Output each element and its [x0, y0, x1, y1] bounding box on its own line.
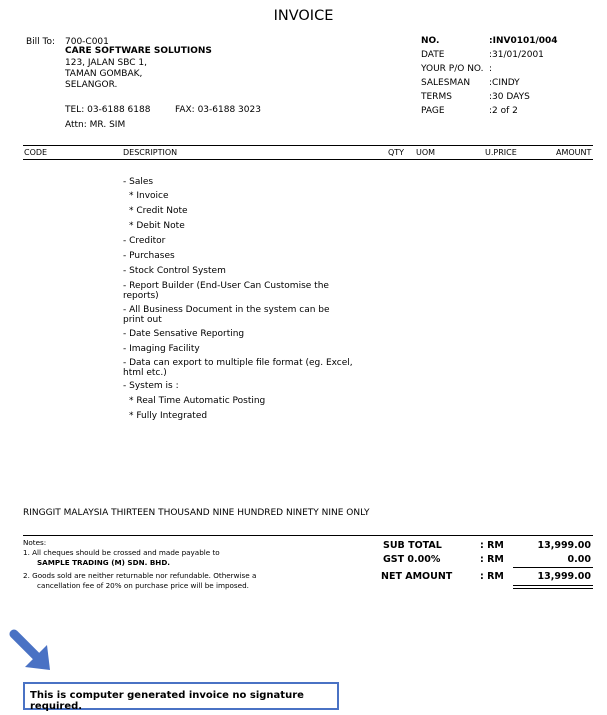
note-line: cancellation fee of 20% on purchase price will be imposed.: [37, 581, 249, 590]
column-code: CODE: [24, 148, 48, 157]
description-line: - Creditor: [123, 236, 166, 246]
meta-value-date: :31/01/2001: [489, 50, 544, 60]
description-line: * Fully Integrated: [129, 411, 208, 421]
meta-value-po: :: [489, 64, 493, 74]
meta-value-terms: :30 DAYS: [489, 92, 530, 102]
sub-total-label: SUB TOTAL: [383, 540, 442, 551]
net-amount-currency: : RM: [480, 571, 504, 582]
net-amount-value: 13,999.00: [537, 571, 591, 582]
meta-label-no: NO.: [421, 36, 440, 46]
customer-company: CARE SOFTWARE SOLUTIONS: [65, 46, 212, 56]
description-line: * Credit Note: [129, 206, 188, 216]
net-double-rule-1: [513, 585, 593, 586]
meta-label-terms: TERMS: [421, 92, 452, 102]
description-line: - System is :: [123, 381, 179, 391]
meta-label-date: DATE: [421, 50, 445, 60]
note-line: 2. Goods sold are neither returnable nor refundable. Otherwise a: [23, 571, 257, 580]
meta-value-salesman: :CINDY: [489, 78, 520, 88]
column-uom: UOM: [416, 148, 436, 157]
note-line: SAMPLE TRADING (M) SDN. BHD.: [37, 558, 171, 567]
customer-attn: Attn: MR. SIM: [65, 120, 126, 130]
arrow-icon: [8, 628, 56, 676]
bill-to-label: Bill To:: [26, 37, 56, 47]
description-line: - Report Builder (End-User Can Customise the reports): [123, 281, 329, 301]
description-line: - Sales: [123, 177, 154, 187]
description-line: - All Business Document in the system can be print out: [123, 305, 330, 325]
meta-label-salesman: SALESMAN: [421, 78, 471, 88]
meta-value-no: :INV0101/004: [489, 36, 558, 46]
header-bottom-rule: [23, 159, 593, 160]
invoice-title: INVOICE: [273, 8, 334, 24]
footer-top-rule: [23, 535, 593, 536]
gst-value: 0.00: [567, 554, 591, 565]
signature-note-box: [23, 682, 339, 710]
sub-total-currency: : RM: [480, 540, 504, 551]
description-line: - Imaging Facility: [123, 344, 200, 354]
net-amount-label: NET AMOUNT: [381, 571, 453, 582]
net-top-rule: [513, 567, 593, 568]
description-line: - Date Sensative Reporting: [123, 329, 245, 339]
net-double-rule-2: [513, 588, 593, 589]
signature-note-text: This is computer generated invoice no signature required.: [30, 690, 304, 712]
column-amount: AMOUNT: [556, 148, 592, 157]
description-line: - Data can export to multiple file format (eg. Excel, html etc.): [123, 358, 353, 378]
gst-currency: : RM: [480, 554, 504, 565]
meta-label-po: YOUR P/O NO.: [421, 64, 484, 74]
gst-label: GST 0.00%: [383, 554, 441, 565]
customer-fax: FAX: 03-6188 3023: [175, 105, 261, 115]
description-line: * Invoice: [129, 191, 169, 201]
column-description: DESCRIPTION: [123, 148, 178, 157]
description-line: - Stock Control System: [123, 266, 226, 276]
address-line: 123, JALAN SBC 1,: [65, 58, 147, 68]
address-line: SELANGOR.: [65, 80, 118, 90]
notes-heading: Notes:: [23, 538, 47, 547]
amount-in-words: RINGGIT MALAYSIA THIRTEEN THOUSAND NINE HUNDRED NINETY NINE ONLY: [23, 508, 370, 518]
customer-code: 700-C001: [65, 37, 109, 47]
column-qty: QTY: [388, 148, 405, 157]
address-line: TAMAN GOMBAK,: [65, 69, 143, 79]
description-line: * Debit Note: [129, 221, 185, 231]
sub-total-value: 13,999.00: [537, 540, 591, 551]
meta-value-page: :2 of 2: [489, 106, 518, 116]
customer-tel: TEL: 03-6188 6188: [65, 105, 151, 115]
description-line: * Real Time Automatic Posting: [129, 396, 266, 406]
note-line: 1. All cheques should be crossed and made payable to: [23, 548, 220, 557]
description-line: - Purchases: [123, 251, 175, 261]
column-unit-price: U.PRICE: [485, 148, 517, 157]
meta-label-page: PAGE: [421, 106, 445, 116]
header-top-rule: [23, 145, 593, 146]
